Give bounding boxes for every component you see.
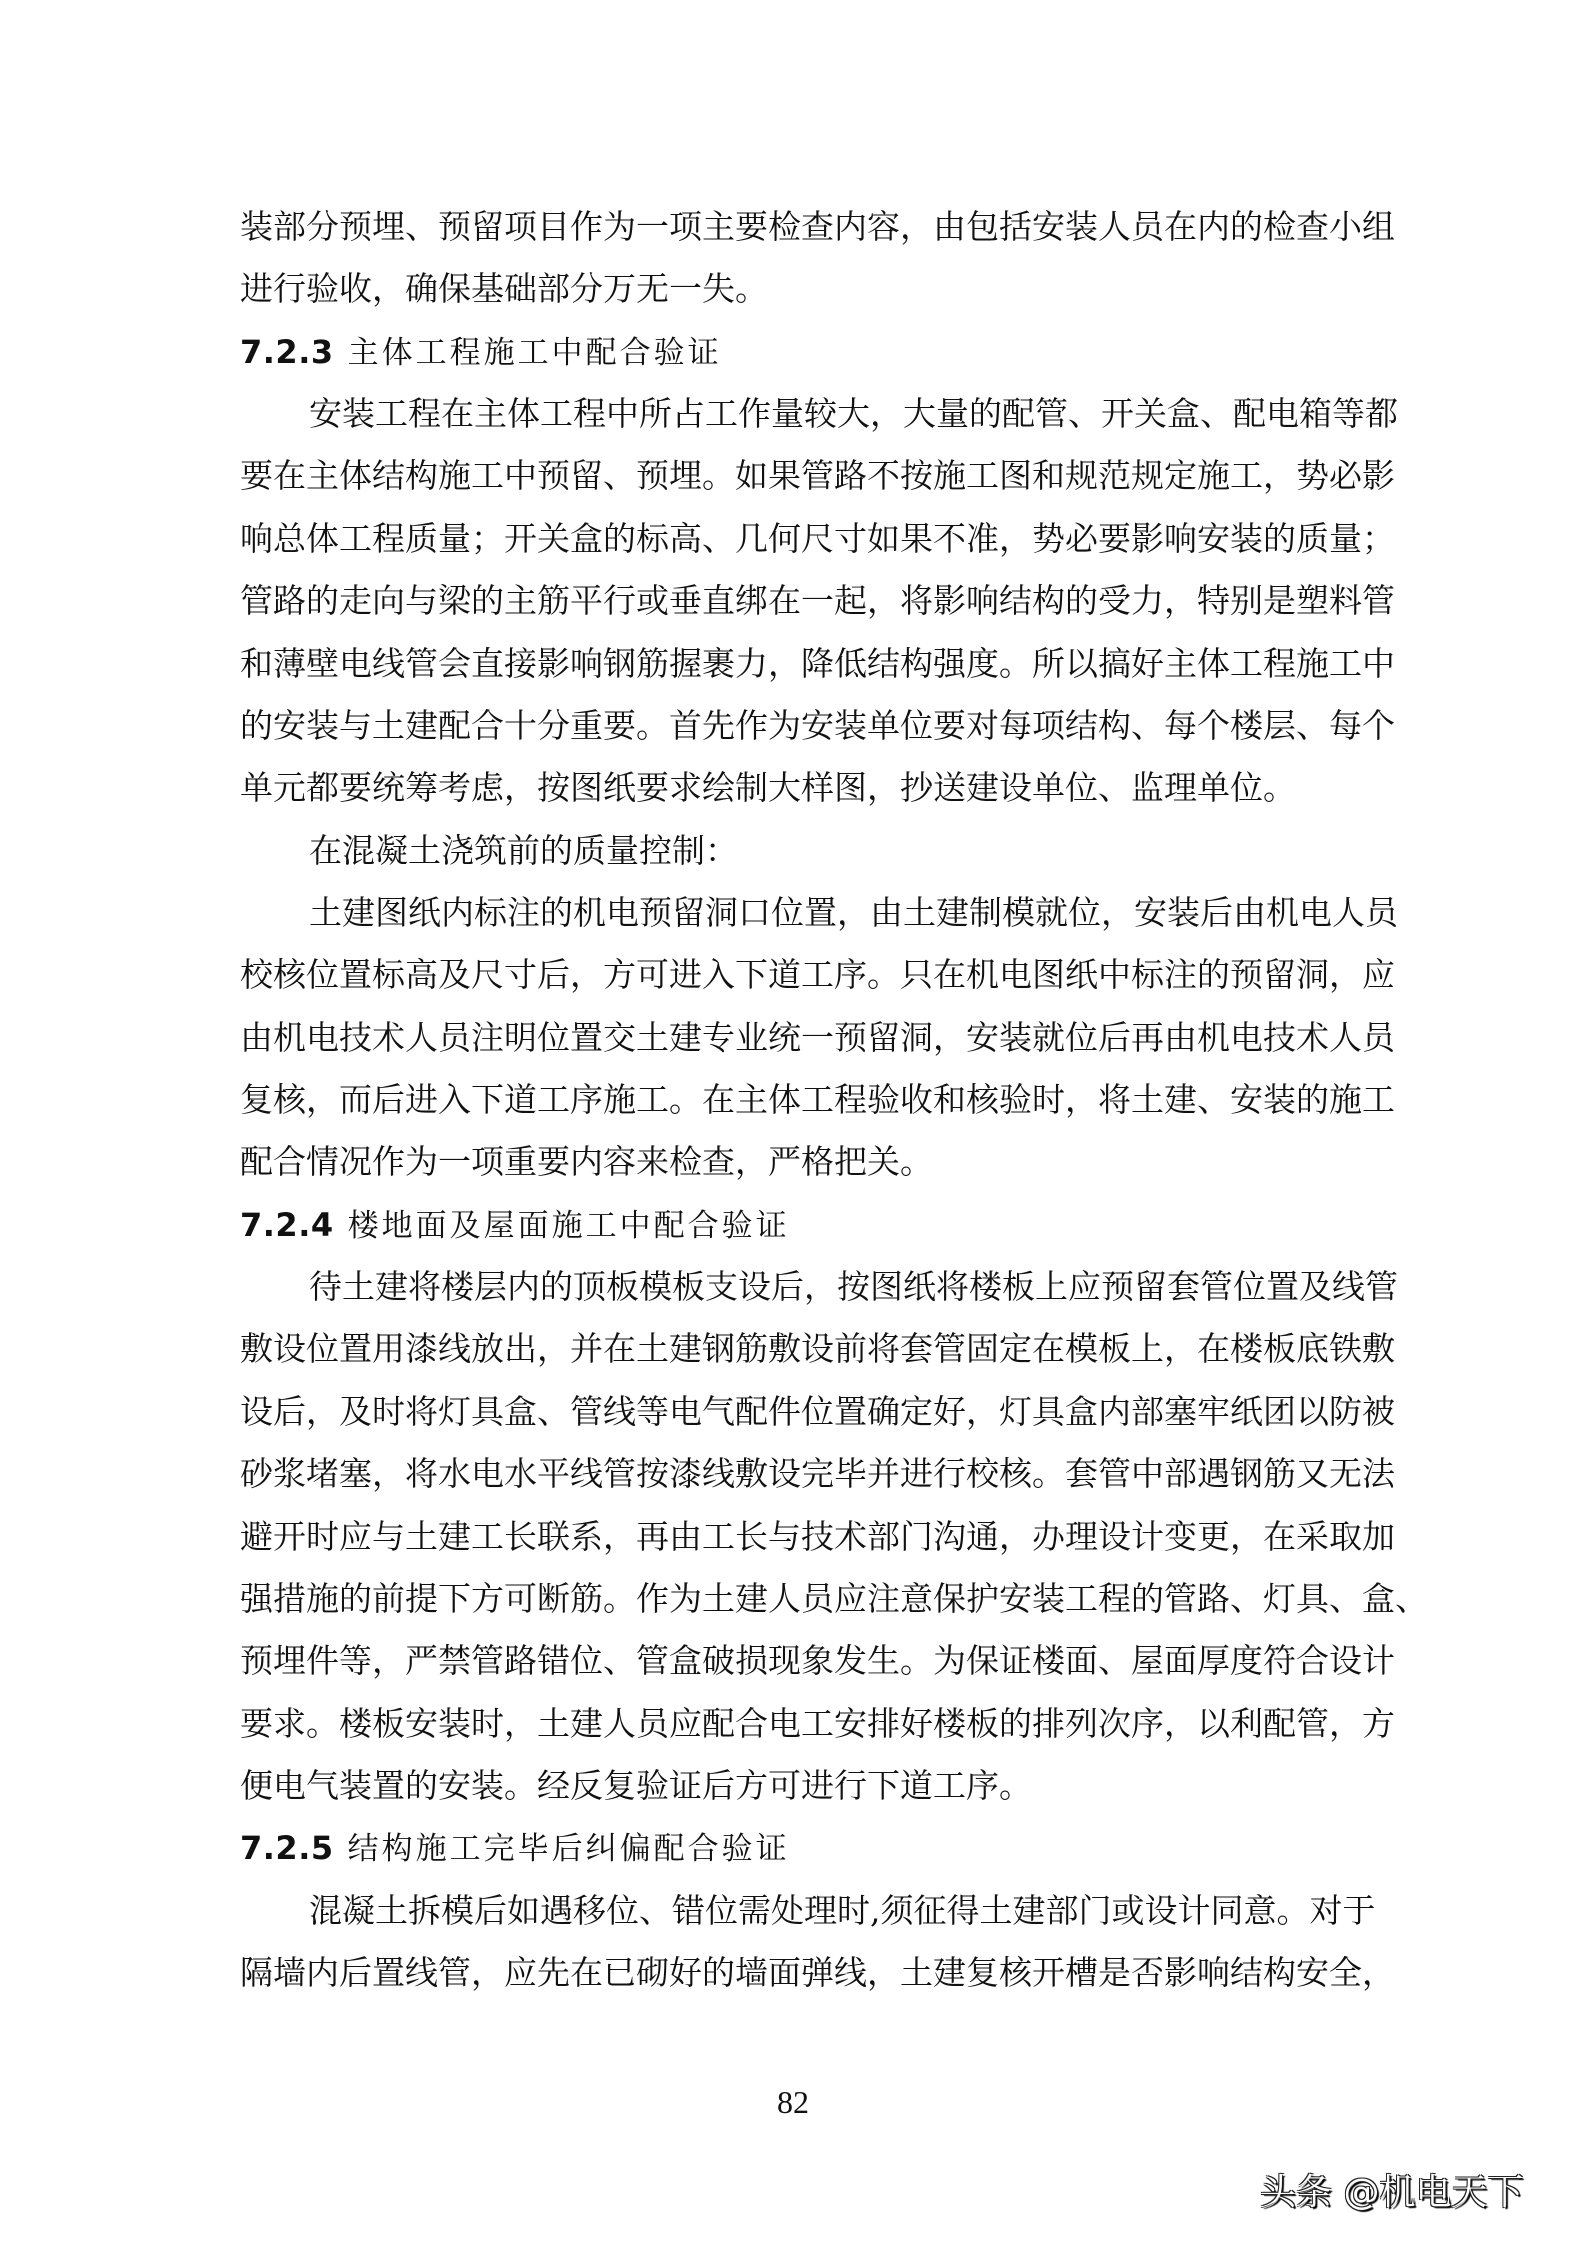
- paragraph-line: 和薄壁电线管会直接影响钢筋握裹力，降低结构强度。所以搞好主体工程施工中: [240, 643, 1395, 683]
- paragraph-line: 单元都要统筹考虑，按图纸要求绘制大样图，抄送建设单位、监理单位。: [240, 768, 1296, 808]
- paragraph-line: 设后，及时将灯具盒、管线等电气配件位置确定好，灯具盒内部塞牢纸团以防被: [240, 1391, 1395, 1431]
- paragraph-line: 土建图纸内标注的机电预留洞口位置，由土建制模就位，安装后由机电人员: [309, 892, 1398, 932]
- section-heading: [240, 1817, 1347, 1879]
- document-body: [240, 196, 1428, 2004]
- section-title: 楼地面及屋面施工中配合验证: [347, 1207, 790, 1244]
- paragraph-line: 由机电技术人员注明位置交土建专业统一预留洞，安装就位后再由机电技术人员: [240, 1017, 1395, 1057]
- watermark: 头条 @机电天下: [1260, 2172, 1524, 2213]
- paragraph-line: 管路的走向与梁的主筋平行或垂直绑在一起，将影响结构的受力，特别是塑料管: [240, 581, 1395, 621]
- paragraph-line: 的安装与土建配合十分重要。首先作为安装单位要对每项结构、每个楼层、每个: [240, 705, 1395, 745]
- section-number: 7.2.5: [240, 1829, 334, 1868]
- section-title: 结构施工完毕后纠偏配合验证: [347, 1831, 790, 1868]
- paragraph-line: 待土建将楼层内的顶板模板支设后，按图纸将楼板上应预留套管位置及线管: [309, 1267, 1398, 1307]
- paragraph-line: 装部分预埋、预留项目作为一项主要检查内容，由包括安装人员在内的检查小组: [240, 207, 1395, 246]
- paragraph-line: 砂浆堵塞，将水电水平线管按漆线敷设完毕并进行校核。套管中部遇钢筋又无法: [240, 1454, 1395, 1494]
- section-title: 主体工程施工中配合验证: [347, 334, 722, 371]
- paragraph-line: 隔墙内后置线管，应先在已砌好的墙面弹线，土建复核开槽是否影响结构安全，: [240, 1953, 1395, 1993]
- paragraph-line: 复核，而后进入下道工序施工。在主体工程验收和核验时，将土建、安装的施工: [240, 1080, 1395, 1120]
- paragraph-line: 在混凝土浇筑前的质量控制：: [309, 830, 738, 870]
- paragraph-line: 强措施的前提下方可断筋。作为土建人员应注意保护安装工程的管路、灯具、盒、: [240, 1578, 1428, 1618]
- paragraph-line: 进行验收，确保基础部分万无一失。: [240, 269, 768, 309]
- paragraph-line: 要在主体结构施工中预留、预埋。如果管路不按施工图和规范规定施工，势必影: [240, 456, 1395, 496]
- paragraph-line: 要求。楼板安装时，土建人员应配合电工安排好楼板的排列次序，以利配管，方: [240, 1703, 1395, 1743]
- paragraph-line: 预埋件等，严禁管路错位、管盒破损现象发生。为保证楼面、屋面厚度符合设计: [240, 1641, 1395, 1681]
- section-heading: [240, 1194, 1347, 1256]
- paragraph-line: 配合情况作为一项重要内容来检查，严格把关。: [240, 1142, 933, 1182]
- page-number: 82: [777, 2084, 809, 2120]
- paragraph-line: 避开时应与土建工长联系，再由工长与技术部门沟通，办理设计变更，在采取加: [240, 1516, 1395, 1556]
- paragraph-line: 敷设位置用漆线放出，并在土建钢筋敷设前将套管固定在模板上，在楼板底铁敷: [240, 1329, 1395, 1369]
- paragraph-line: 便电气装置的安装。经反复验证后方可进行下道工序。: [240, 1765, 1032, 1805]
- section-number: 7.2.3: [240, 332, 334, 371]
- paragraph-line: 混凝土拆模后如遇移位、错位需处理时,须征得土建部门或设计同意。对于: [309, 1890, 1376, 1930]
- paragraph-line: 校核位置标高及尺寸后，方可进入下道工序。只在机电图纸中标注的预留洞，应: [240, 955, 1395, 995]
- section-number: 7.2.4: [240, 1205, 334, 1244]
- section-heading: [240, 321, 1347, 383]
- paragraph-line: 安装工程在主体工程中所占工作量较大，大量的配管、开关盒、配电箱等都: [309, 394, 1398, 434]
- paragraph-line: 响总体工程质量；开关盒的标高、几何尺寸如果不准，势必要影响安装的质量；: [240, 518, 1395, 558]
